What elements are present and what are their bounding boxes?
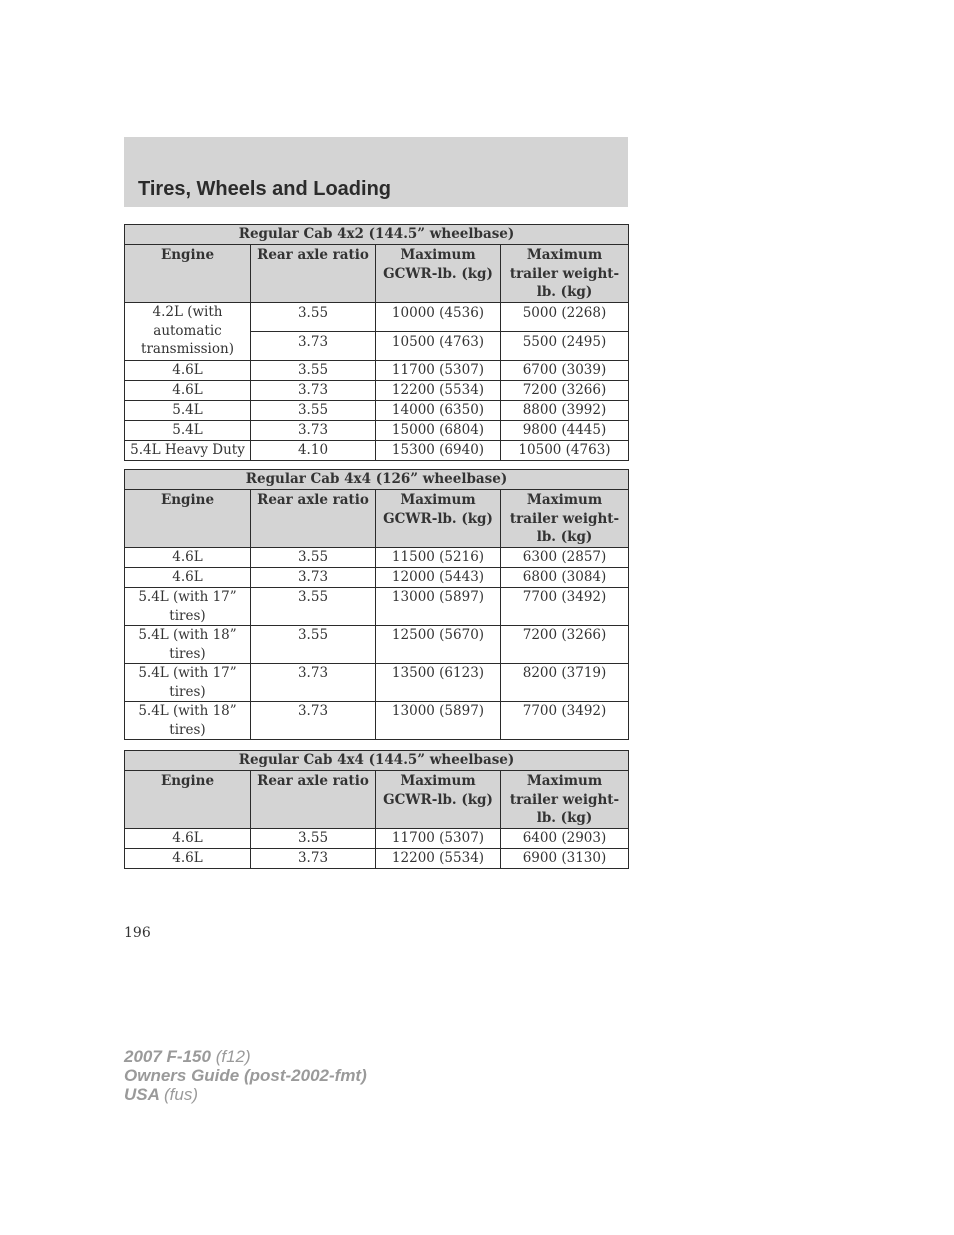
table-row xyxy=(125,361,629,381)
column-header-trailer: Maximum trailer weight-lb. (kg) xyxy=(501,771,629,829)
gcwr-cell: 12500 (5670) xyxy=(376,626,501,664)
engine-cell: 5.4L (with 18” tires) xyxy=(125,626,251,664)
trailer-cell: 7700 (3492) xyxy=(501,702,629,740)
table-row xyxy=(125,588,629,626)
footer-line-model xyxy=(124,1047,367,1066)
table-caption: Regular Cab 4x4 (144.5” wheelbase) xyxy=(125,751,629,771)
table-caption: Regular Cab 4x2 (144.5” wheelbase) xyxy=(125,225,629,245)
footer-market: USA xyxy=(124,1085,160,1104)
trailer-cell: 6900 (3130) xyxy=(501,849,629,869)
gcwr-cell: 15000 (6804) xyxy=(376,421,501,441)
ratio-cell: 3.55 xyxy=(251,401,376,421)
column-header-ratio: Rear axle ratio xyxy=(251,245,376,303)
engine-cell: 5.4L Heavy Duty xyxy=(125,441,251,461)
column-header-ratio: Rear axle ratio xyxy=(251,771,376,829)
table-row xyxy=(125,421,629,441)
table-row xyxy=(125,548,629,568)
table-row xyxy=(125,401,629,421)
column-header-gcwr: Maximum GCWR-lb. (kg) xyxy=(376,245,501,303)
column-header-trailer: Maximum trailer weight-lb. (kg) xyxy=(501,245,629,303)
gcwr-cell: 10500 (4763) xyxy=(376,332,501,361)
footer-line-guide: Owners Guide (post-2002-fmt) xyxy=(124,1066,367,1085)
ratio-cell: 3.73 xyxy=(251,849,376,869)
trailer-cell: 7200 (3266) xyxy=(501,381,629,401)
gcwr-cell: 15300 (6940) xyxy=(376,441,501,461)
gcwr-cell: 12200 (5534) xyxy=(376,381,501,401)
column-header-gcwr: Maximum GCWR-lb. (kg) xyxy=(376,490,501,548)
ratio-cell: 3.55 xyxy=(251,829,376,849)
ratio-cell: 3.55 xyxy=(251,303,376,332)
gcwr-cell: 13500 (6123) xyxy=(376,664,501,702)
ratio-cell: 3.55 xyxy=(251,626,376,664)
ratio-cell: 3.73 xyxy=(251,568,376,588)
gcwr-cell: 11700 (5307) xyxy=(376,829,501,849)
towing-table-4x2-144 xyxy=(124,224,629,461)
table-row xyxy=(125,626,629,664)
engine-cell: 5.4L (with 18” tires) xyxy=(125,702,251,740)
engine-cell: 5.4L (with 17” tires) xyxy=(125,664,251,702)
gcwr-cell: 11700 (5307) xyxy=(376,361,501,381)
ratio-cell: 4.10 xyxy=(251,441,376,461)
table-row xyxy=(125,702,629,740)
table-row xyxy=(125,568,629,588)
gcwr-cell: 10000 (4536) xyxy=(376,303,501,332)
trailer-cell: 6400 (2903) xyxy=(501,829,629,849)
engine-cell: 4.6L xyxy=(125,568,251,588)
engine-cell: 4.2L (with automatic transmission) xyxy=(125,303,251,361)
table-row xyxy=(125,849,629,869)
engine-cell: 5.4L (with 17” tires) xyxy=(125,588,251,626)
column-header-ratio: Rear axle ratio xyxy=(251,490,376,548)
trailer-cell: 6700 (3039) xyxy=(501,361,629,381)
engine-cell: 5.4L xyxy=(125,421,251,441)
gcwr-cell: 13000 (5897) xyxy=(376,702,501,740)
footer-model-code: (f12) xyxy=(215,1047,251,1066)
ratio-cell: 3.73 xyxy=(251,381,376,401)
ratio-cell: 3.73 xyxy=(251,664,376,702)
table-row xyxy=(125,303,629,332)
engine-cell: 4.6L xyxy=(125,361,251,381)
column-header-gcwr: Maximum GCWR-lb. (kg) xyxy=(376,771,501,829)
trailer-cell: 7200 (3266) xyxy=(501,626,629,664)
footer-line-market xyxy=(124,1085,367,1104)
ratio-cell: 3.55 xyxy=(251,588,376,626)
column-header-engine: Engine xyxy=(125,771,251,829)
column-header-engine: Engine xyxy=(125,490,251,548)
section-header xyxy=(124,137,628,207)
column-header-engine: Engine xyxy=(125,245,251,303)
table-caption: Regular Cab 4x4 (126” wheelbase) xyxy=(125,470,629,490)
trailer-cell: 6800 (3084) xyxy=(501,568,629,588)
trailer-cell: 9800 (4445) xyxy=(501,421,629,441)
ratio-cell: 3.73 xyxy=(251,702,376,740)
section-title: Tires, Wheels and Loading xyxy=(138,178,392,200)
gcwr-cell: 13000 (5897) xyxy=(376,588,501,626)
gcwr-cell: 12200 (5534) xyxy=(376,849,501,869)
document-footer xyxy=(124,1047,367,1104)
column-header-trailer: Maximum trailer weight-lb. (kg) xyxy=(501,490,629,548)
ratio-cell: 3.73 xyxy=(251,421,376,441)
trailer-cell: 5000 (2268) xyxy=(501,303,629,332)
table-row xyxy=(125,441,629,461)
engine-cell: 4.6L xyxy=(125,849,251,869)
gcwr-cell: 14000 (6350) xyxy=(376,401,501,421)
trailer-cell: 7700 (3492) xyxy=(501,588,629,626)
footer-market-code: (fus) xyxy=(164,1085,198,1104)
engine-cell: 4.6L xyxy=(125,829,251,849)
engine-cell: 5.4L xyxy=(125,401,251,421)
table-row xyxy=(125,381,629,401)
trailer-cell: 8200 (3719) xyxy=(501,664,629,702)
gcwr-cell: 12000 (5443) xyxy=(376,568,501,588)
engine-cell: 4.6L xyxy=(125,548,251,568)
ratio-cell: 3.55 xyxy=(251,548,376,568)
footer-model: 2007 F-150 xyxy=(124,1047,211,1066)
page-number: 196 xyxy=(124,925,151,941)
table-row xyxy=(125,829,629,849)
trailer-cell: 6300 (2857) xyxy=(501,548,629,568)
towing-table-4x4-144 xyxy=(124,750,629,869)
table-row xyxy=(125,664,629,702)
ratio-cell: 3.55 xyxy=(251,361,376,381)
trailer-cell: 5500 (2495) xyxy=(501,332,629,361)
ratio-cell: 3.73 xyxy=(251,332,376,361)
gcwr-cell: 11500 (5216) xyxy=(376,548,501,568)
trailer-cell: 8800 (3992) xyxy=(501,401,629,421)
engine-cell: 4.6L xyxy=(125,381,251,401)
trailer-cell: 10500 (4763) xyxy=(501,441,629,461)
towing-table-4x4-126 xyxy=(124,469,629,740)
